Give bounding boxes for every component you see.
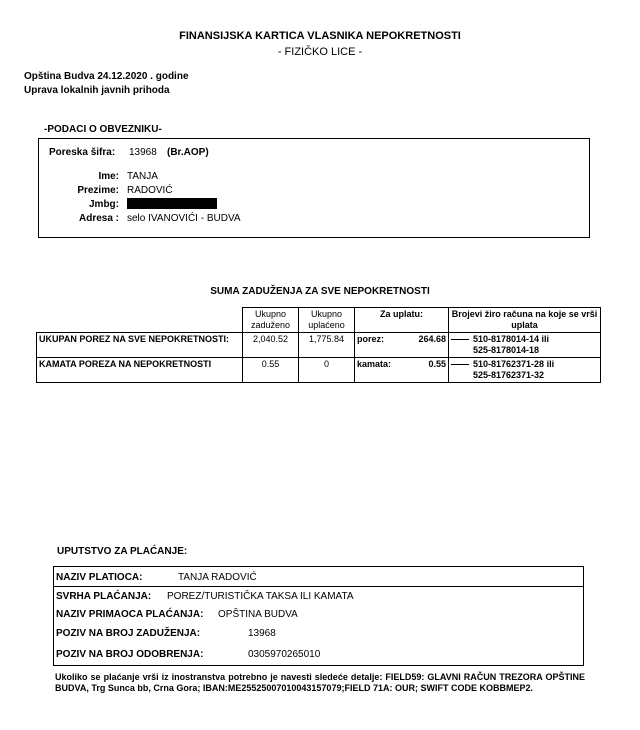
summary-header-row [37,308,601,333]
to-pay-value: 264.68 [418,334,446,344]
purpose-value: POREZ/TURISTIČKA TAKSA ILI KAMATA [167,591,354,602]
payment-title: UPUTSTVO ZA PLAĆANJE: [57,546,188,557]
taxpayer-section-title: -PODACI O OBVEZNIKU- [44,124,162,135]
tax-id-label: Poreska šifra: [49,147,116,158]
table-row [37,333,601,358]
account-2: 525-81762371-32 [473,370,545,380]
first-name-label: Ime: [98,171,119,182]
row-paid: 0 [299,358,355,383]
recipient-label: NAZIV PRIMAOCA PLAĆANJA: [56,609,204,620]
to-pay-label: porez: [357,334,384,344]
recipient-value: OPŠTINA BUDVA [218,609,298,620]
row-charged: 2,040.52 [243,333,299,358]
row-accounts [449,333,601,358]
address-label: Adresa : [78,213,119,224]
summary-table [36,307,601,383]
taxpayer-box [38,138,590,238]
row-label: KAMATA POREZA NA NEPOKRETNOSTI [37,358,243,383]
last-name-label: Prezime: [77,185,119,196]
account-1: 510-81762371-28 ili [473,359,555,369]
header-accounts: Brojevi žiro računa na koje se vrši uplata [449,308,601,333]
charge-ref-value: 13968 [248,628,276,639]
row-to-pay [355,358,449,383]
table-row [37,358,601,383]
row-accounts [449,358,601,383]
foreign-payment-note: Ukoliko se plaćanje vrši iz inostranstva potrebno je navesti sledeće detalje: FIELD59: GLAVNI RAČUN TREZORA OPŠTINE BUDVA, Trg Sunca bb, Crna Gora; IBAN:ME25525007010043157079;FIELD 71A: OUR; SWIFT CODE KOBBMEP2. [55,672,585,693]
header-to-pay: Za uplatu: [355,308,449,333]
authority-name: Uprava lokalnih javnih prihoda [24,85,170,96]
account-2: 525-8178014-18 [473,345,540,355]
payer-value: TANJA RADOVIĆ [178,572,257,583]
header-paid: Ukupno uplaćeno [299,308,355,333]
account-1: 510-8178014-14 ili [473,334,550,344]
purpose-label: SVRHA PLAĆANJA: [56,591,152,602]
row-label: UKUPAN POREZ NA SVE NEPOKRETNOSTI: [37,333,243,358]
document-subtitle: - FIZIČKO LICE - [277,46,363,58]
summary-title: SUMA ZADUŽENJA ZA SVE NEPOKRETNOSTI [210,286,430,297]
municipality-date: Opština Budva 24.12.2020 . godine [24,71,189,82]
row-paid: 1,775.84 [299,333,355,358]
approval-ref-label: POZIV NA BROJ ODOBRENJA: [56,649,204,660]
approval-ref-value: 0305970265010 [248,649,321,660]
row-charged: 0.55 [243,358,299,383]
charge-ref-label: POZIV NA BROJ ZADUŽENJA: [56,628,201,639]
tax-id-value: 13968 [129,147,157,158]
address-value: selo IVANOVIĆI - BUDVA [127,213,241,224]
first-name-value: TANJA [127,171,158,182]
jmbg-redaction [127,198,217,209]
to-pay-label: kamata: [357,359,392,369]
to-pay-value: 0.55 [428,359,446,369]
last-name-value: RADOVIĆ [127,185,173,196]
document-title: FINANSIJSKA KARTICA VLASNIKA NEPOKRETNOSTI [179,30,461,42]
tax-id-note: (Br.AOP) [167,147,209,158]
row-to-pay [355,333,449,358]
payer-label: NAZIV PLATIOCA: [56,572,143,583]
header-charged: Ukupno zaduženo [243,308,299,333]
jmbg-label: Jmbg: [89,199,119,210]
